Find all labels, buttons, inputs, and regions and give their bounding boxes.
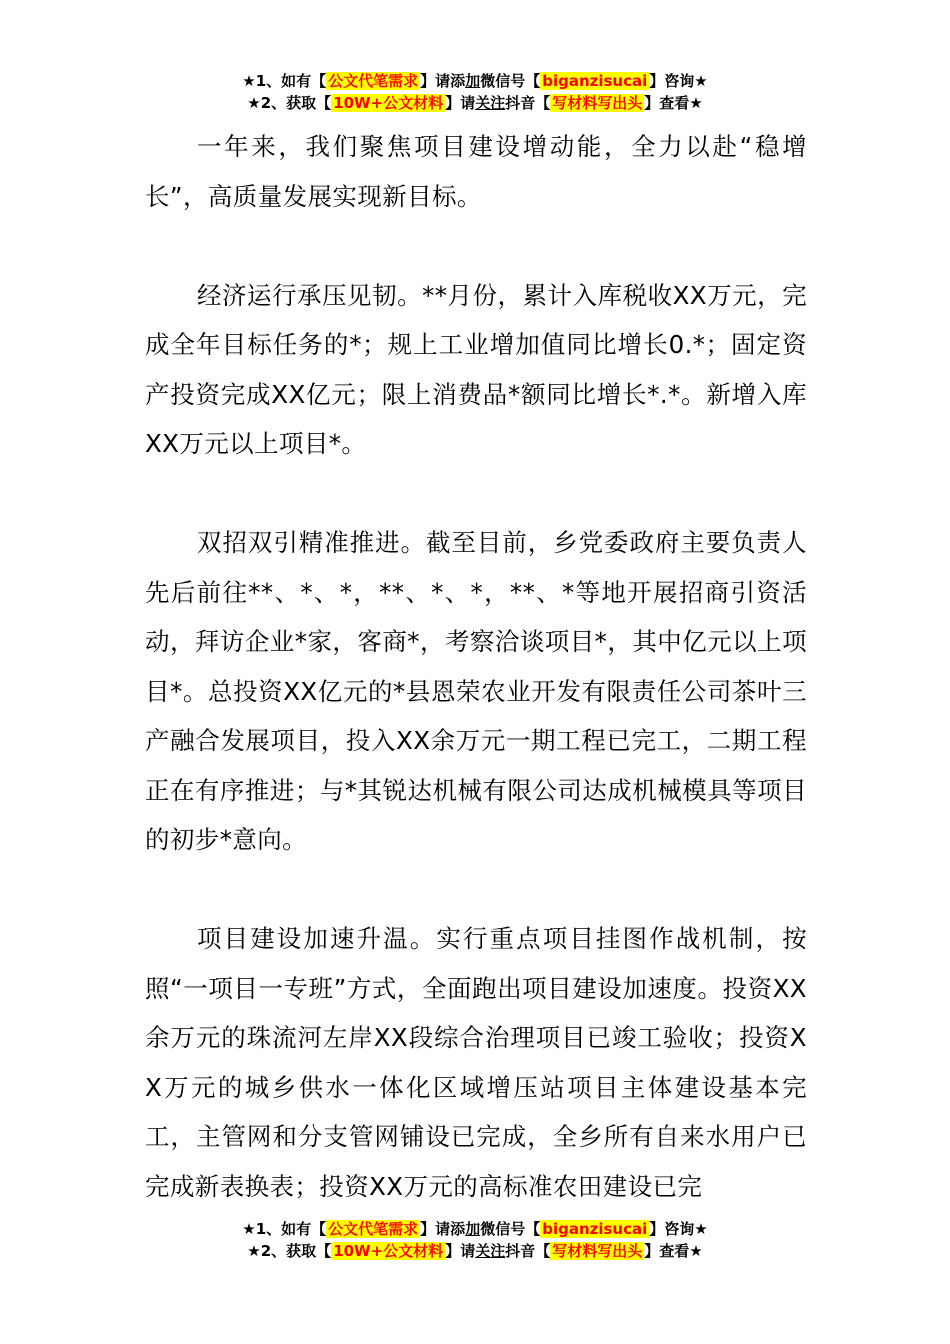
ad-line-2-prefix: ★2、获取【 [247, 1242, 332, 1260]
paragraph-spacer [145, 865, 807, 915]
ad-line-1-mid2: 微信号【 [480, 72, 541, 90]
paragraph-spacer [145, 221, 807, 271]
ad-line-2-suffix: 】查看★ [644, 94, 703, 112]
paragraph-economy: 经济运行承压见韧。**月份，累计入库税收XX万元，完成全年目标任务的*；规上工业增加值同比增长0.*；固定资产投资完成XX亿元；限上消费品*额同比增长*.*。新增入库XX万元以上项目*。 [145, 280, 807, 458]
ad-line-1-underlined: 加 [465, 72, 481, 90]
ad-line-2-mid2: 抖音【 [505, 1242, 551, 1260]
ad-line-2-underlined: 关注 [475, 1242, 506, 1260]
bottom-ad-banner [0, 1218, 950, 1262]
ad-line-1-suffix: 】咨询★ [649, 72, 708, 90]
ad-line-2-highlight-materials: 10W+公文材料 [333, 94, 444, 112]
ad-line-1-prefix: ★1、如有【 [242, 72, 327, 90]
ad-line-2-highlight-douyin: 写材料写出头 [552, 94, 643, 112]
ad-line-1-highlight-wechat: biganzisucai [542, 1220, 648, 1238]
top-ad-banner [0, 70, 950, 114]
ad-line-2 [0, 1240, 950, 1262]
ad-line-2-mid: 】请 [445, 94, 476, 112]
ad-line-1-mid: 】请添 [420, 72, 466, 90]
ad-line-1-mid: 】请添 [420, 1220, 466, 1238]
paragraph-investment: 双招双引精准推进。截至目前，乡党委政府主要负责人先后前往**、*、*，**、*、*，**、*等地开展招商引资活动，拜访企业*家，客商*，考察洽谈项目*，其中亿元以上项目*。总投资XX亿元的*县恩荣农业开发有限责任公司茶叶三产融合发展项目，投入XX余万元一期工程已完工，二期工程正在有序推进；与*其锐达机械有限公司达成机械模具等项目的初步*意向。 [145, 528, 807, 854]
ad-line-1-underlined: 加 [465, 1220, 481, 1238]
ad-line-1-highlight-wechat: biganzisucai [542, 72, 648, 90]
ad-line-1-mid2: 微信号【 [480, 1220, 541, 1238]
paragraph-spacer [145, 469, 807, 519]
ad-line-1-suffix: 】咨询★ [649, 1220, 708, 1238]
ad-line-1-highlight-service: 公文代笔需求 [328, 1220, 419, 1238]
ad-line-1-prefix: ★1、如有【 [242, 1220, 327, 1238]
ad-line-2-suffix: 】查看★ [644, 1242, 703, 1260]
document-body [145, 122, 807, 1211]
ad-line-2-mid: 】请 [445, 1242, 476, 1260]
ad-line-1 [0, 70, 950, 92]
paragraph-projects: 项目建设加速升温。实行重点项目挂图作战机制，按照“一项目一专班”方式，全面跑出项目建设加速度。投资XX余万元的珠流河左岸XX段综合治理项目已竣工验收；投资XX万元的城乡供水一体化区域增压站项目主体建设基本完工，主管网和分支管网铺设已完成，全乡所有自来水用户已完成新表换表；投资XX万元的高标准农田建设已完 [145, 924, 807, 1201]
ad-line-1-highlight-service: 公文代笔需求 [328, 72, 419, 90]
ad-line-2-mid2: 抖音【 [505, 94, 551, 112]
ad-line-2-underlined: 关注 [475, 94, 506, 112]
ad-line-2-prefix: ★2、获取【 [247, 94, 332, 112]
ad-line-1 [0, 1218, 950, 1240]
ad-line-2 [0, 92, 950, 114]
ad-line-2-highlight-materials: 10W+公文材料 [333, 1242, 444, 1260]
paragraph-intro: 一年来，我们聚焦项目建设增动能，全力以赴“稳增长”，高质量发展实现新目标。 [145, 132, 807, 211]
ad-line-2-highlight-douyin: 写材料写出头 [552, 1242, 643, 1260]
